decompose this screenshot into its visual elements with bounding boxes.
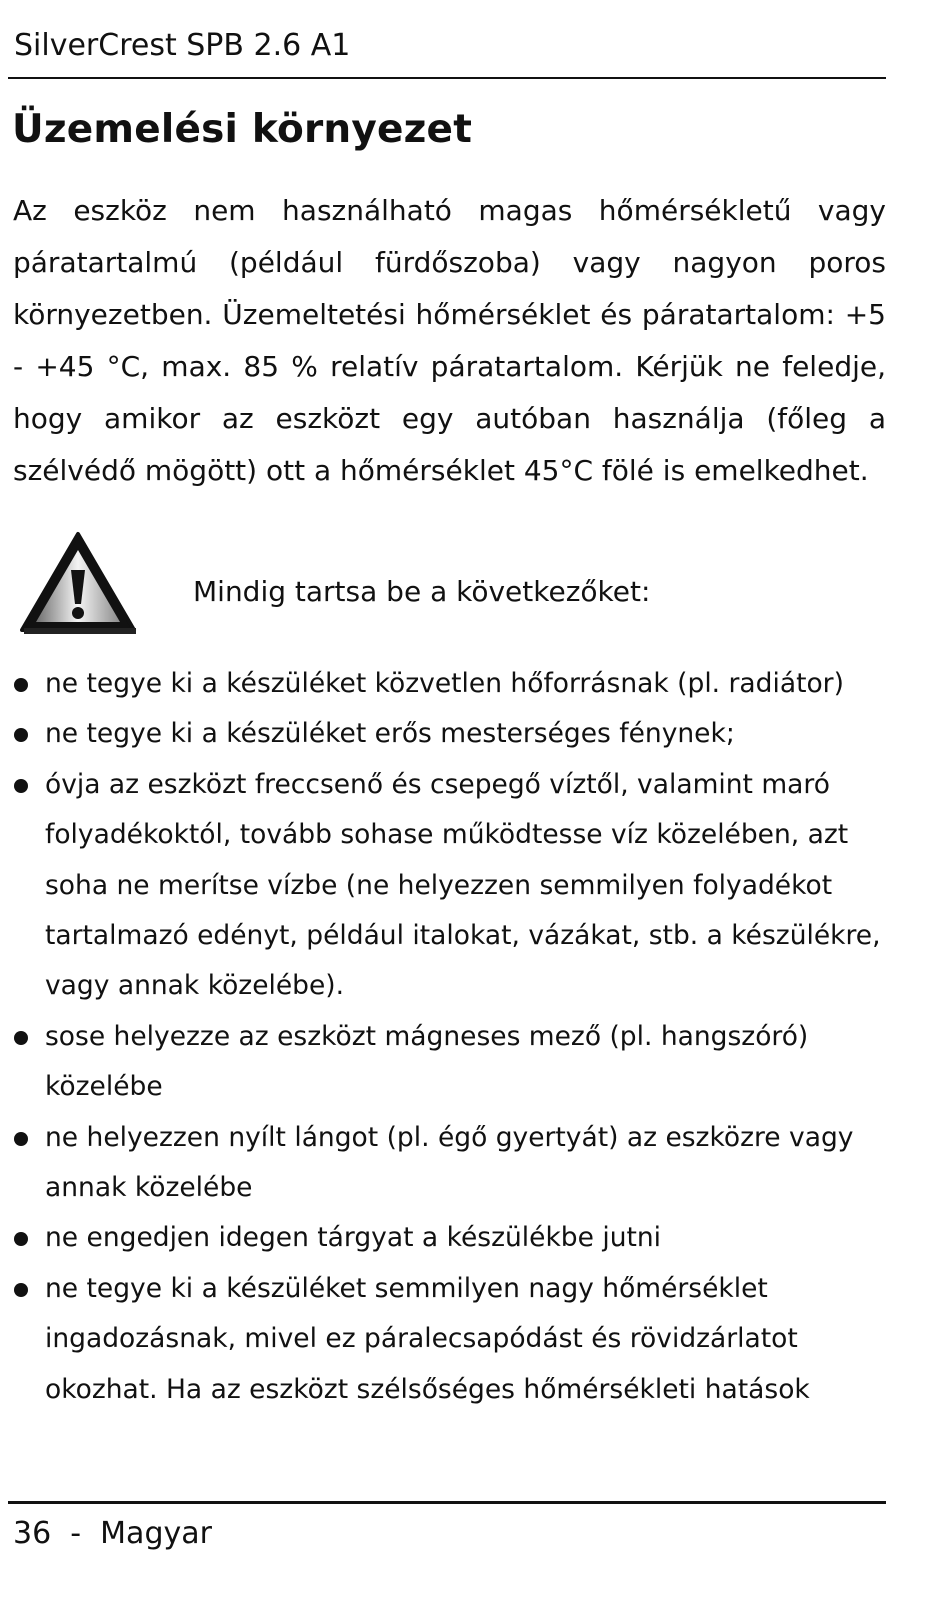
- list-item-text: sose helyezze az eszközt mágneses mező (pl. hangszóró) közelébe: [45, 1020, 809, 1103]
- bullet-icon: [14, 1232, 28, 1246]
- list-item-text: ne engedjen idegen tárgyat a készülékbe jutni: [45, 1222, 662, 1254]
- list-item-text: ne tegye ki a készüléket semmilyen nagy hőmérséklet ingadozásnak, mivel ez páralecsapódást és rövidzárlatot okozhat. Ha az eszközt szélsőséges hőmérsékleti hatások: [45, 1272, 810, 1405]
- list-item: [13, 1113, 886, 1214]
- list-item-text: óvja az eszközt freccsenő és csepegő víztől, valamint maró folyadékoktól, tovább sohase működtesse víz közelében, azt soha ne merítse vízbe (ne helyezzen semmilyen folyadékot tartalmazó edényt, például italokat, vázákat, stb. a készülékre, vagy annak közelébe).: [45, 768, 881, 1002]
- list-item: [13, 1012, 886, 1113]
- footer-language: Magyar: [100, 1516, 212, 1551]
- header-divider: [8, 77, 886, 79]
- bullet-icon: [14, 1031, 28, 1045]
- bullet-icon: [14, 779, 28, 793]
- bullet-icon: [14, 1132, 28, 1146]
- precautions-list: [13, 659, 886, 1415]
- section-title: Üzemelési környezet: [12, 107, 473, 152]
- list-item: [13, 709, 886, 759]
- page-number: 36: [13, 1516, 52, 1551]
- page-footer: [13, 1514, 212, 1554]
- warning-triangle-icon: [18, 530, 138, 636]
- footer-divider: [8, 1501, 886, 1504]
- list-item-text: ne tegye ki a készüléket erős mesterséges fénynek;: [45, 718, 735, 750]
- list-item: [13, 760, 886, 1012]
- warning-text: Mindig tartsa be a következőket:: [193, 575, 651, 608]
- bullet-icon: [14, 678, 28, 692]
- footer-separator: -: [70, 1516, 82, 1551]
- list-item: [13, 1213, 886, 1263]
- list-item-text: ne helyezzen nyílt lángot (pl. égő gyertyát) az eszközre vagy annak közelébe: [45, 1121, 854, 1204]
- list-item: [13, 1264, 886, 1415]
- intro-paragraph: Az eszköz nem használható magas hőmérsékletű vagy páratartalmú (például fürdőszoba) vagy nagyon poros környezetben. Üzemeltetési hőmérséklet és páratartalom: +5 - +45 °C, max. 85 % relatív páratartalom. Kérjük ne feledje, hogy amikor az eszközt egy autóban használja (főleg a szélvédő mögött) ott a hőmérséklet 45°C fölé is emelkedhet.: [13, 194, 886, 487]
- list-item: [13, 659, 886, 709]
- bullet-icon: [14, 728, 28, 742]
- page-header: SilverCrest SPB 2.6 A1: [14, 28, 351, 63]
- list-item-text: ne tegye ki a készüléket közvetlen hőforrásnak (pl. radiátor): [45, 668, 844, 699]
- bullet-icon: [14, 1283, 28, 1297]
